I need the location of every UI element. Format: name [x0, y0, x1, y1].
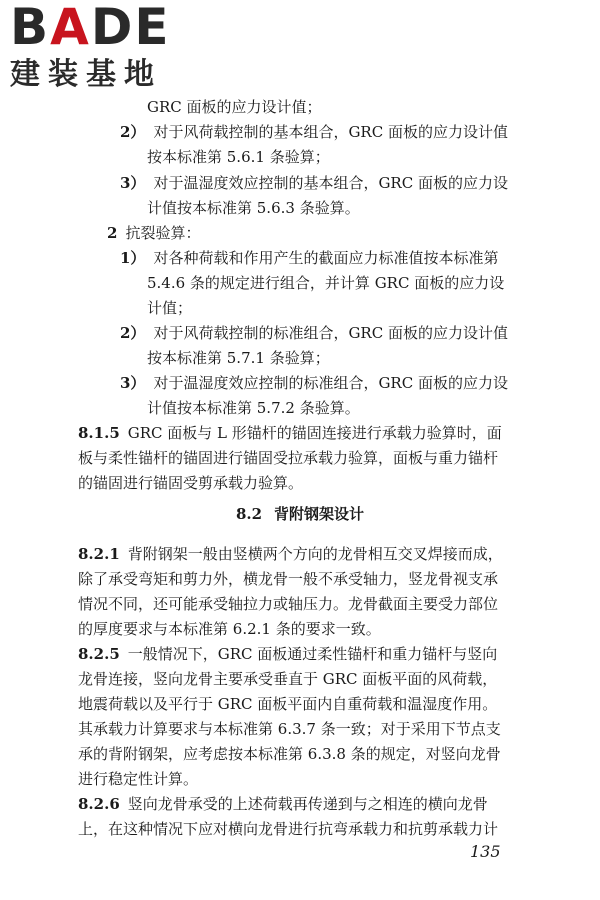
bade-logo [6, 2, 196, 102]
clause-8-2-5: 8.2.5 一般情况下，GRC 面板通过柔性锚杆和重力锚杆与竖向 [78, 645, 498, 663]
list-item: 3） 对于温湿度效应控制的基本组合，GRC 面板的应力设 [120, 174, 508, 192]
text-line: GRC 面板的应力设计值； [147, 98, 322, 116]
text-line: 的厚度要求与本标准第 6.2.1 条的要求一致。 [78, 620, 381, 638]
text-line: 板与柔性锚杆的锚固进行锚固受拉承载力验算，面板与重力锚杆 [78, 449, 499, 467]
text-line: 情况不同，还可能承受轴拉力或轴压力。龙骨截面主要受力部位 [78, 595, 499, 613]
text-line: 计值按本标准第 5.6.3 条验算。 [147, 199, 360, 217]
list-item: 1） 对各种荷载和作用产生的截面应力标准值按本标准第 [120, 249, 499, 267]
text-line: 按本标准第 5.6.1 条验算； [147, 148, 330, 166]
text-line: 除了承受弯矩和剪力外，横龙骨一般不承受轴力，竖龙骨视支承 [78, 570, 499, 588]
text-line: 计值； [147, 299, 193, 317]
text-line: 按本标准第 5.7.1 条验算； [147, 349, 330, 367]
list-item: 2） 对于风荷载控制的基本组合，GRC 面板的应力设计值 [120, 123, 508, 141]
text-line: 进行稳定性计算。 [78, 770, 199, 788]
page-number: 135 [470, 842, 501, 861]
text-line: 其承载力计算要求与本标准第 6.3.7 条一致；对于采用下节点支 [78, 720, 501, 738]
text-line: 5.4.6 条的规定进行组合，并计算 GRC 面板的应力设 [147, 274, 505, 292]
text-line: 的锚固进行锚固受剪承载力验算。 [78, 474, 304, 492]
logo-subtitle: 建装基地 [10, 57, 162, 92]
list-item: 2） 对于风荷载控制的标准组合，GRC 面板的应力设计值 [120, 324, 508, 342]
list-item: 3） 对于温湿度效应控制的标准组合，GRC 面板的应力设 [120, 374, 508, 392]
text-line: 计值按本标准第 5.7.2 条验算。 [147, 399, 360, 417]
clause-8-1-5: 8.1.5 GRC 面板与 L 形锚杆的锚固连接进行承载力验算时，面 [78, 424, 502, 442]
text-line: 龙骨连接，竖向龙骨主要承受垂直于 GRC 面板平面的风荷载， [78, 670, 498, 688]
text-line: 地震荷载以及平行于 GRC 面板平面内自重荷载和温湿度作用。 [78, 695, 498, 713]
text-line: 承的背附钢架，应考虑按本标准第 6.3.8 条的规定，对竖向龙骨 [78, 745, 501, 763]
clause-8-2-1: 8.2.1 背附钢架一般由竖横两个方向的龙骨相互交叉焊接而成， [78, 545, 503, 563]
text-line: 上，在这种情况下应对横向龙骨进行抗弯承载力和抗剪承载力计 [78, 820, 499, 838]
logo-wordmark: BADE [10, 0, 171, 56]
section-heading: 8.2 背附钢架设计 [235, 505, 365, 523]
list-item: 2 抗裂验算： [107, 224, 201, 242]
clause-8-2-6: 8.2.6 竖向龙骨承受的上述荷载再传递到与之相连的横向龙骨 [78, 795, 488, 813]
